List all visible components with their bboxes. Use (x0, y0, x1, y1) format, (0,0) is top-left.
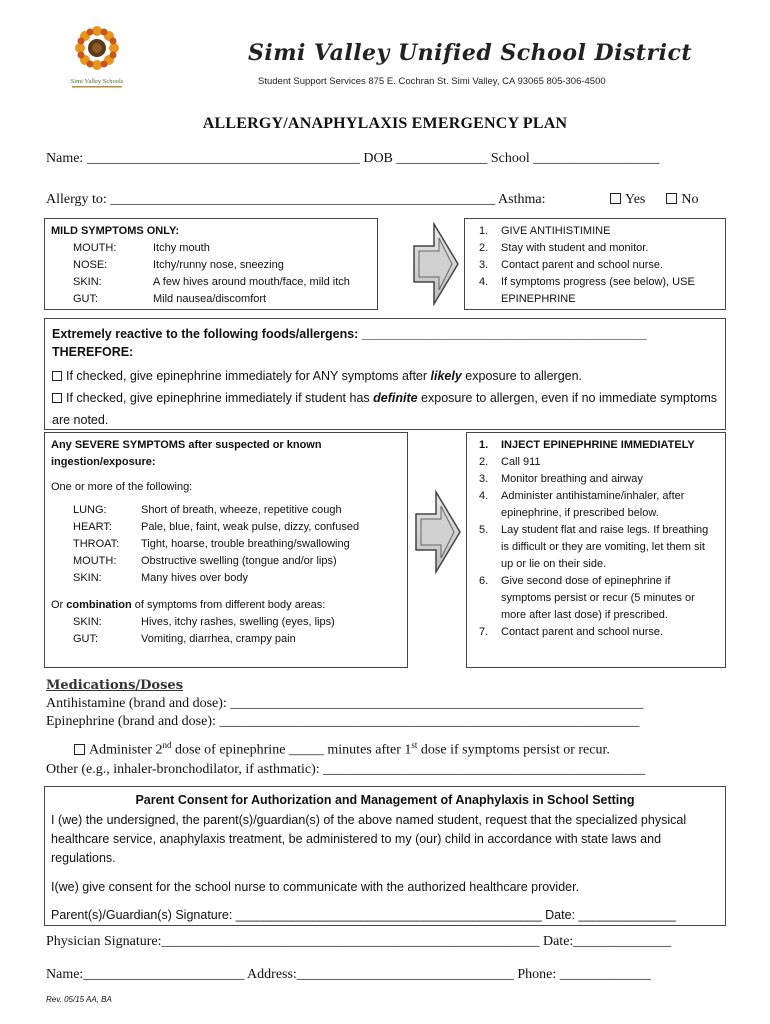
severe-symptom-label: SKIN: (73, 572, 102, 584)
consent-communicate: I(we) give consent for the school nurse to communicate with the authorized healthcare provider. (51, 880, 580, 894)
mild-symptom-text: Itchy mouth (153, 242, 210, 254)
combo-symptom-row (51, 631, 401, 648)
combo-symptom-label: SKIN: (73, 616, 102, 628)
severe-step-text: Monitor breathing and airway (501, 473, 643, 485)
asthma-no-checkbox[interactable] (666, 193, 677, 204)
severe-intro: One or more of the following: (51, 481, 193, 493)
likely-emphasis: likely (430, 369, 462, 383)
physician-name-address-phone[interactable]: Name:_______________________ Address:_______________________________ Phone: _____________ (46, 967, 651, 982)
mild-symptom-label: SKIN: (73, 276, 102, 288)
severe-step (479, 471, 717, 488)
mild-symptom-row (51, 257, 371, 274)
mild-symptom-row (51, 240, 371, 257)
severe-step-number: 7. (479, 626, 489, 638)
severe-step (479, 454, 717, 471)
severe-step-text: Call 911 (501, 456, 541, 468)
option-likely (52, 365, 718, 387)
severe-step-text: INJECT EPINEPHRINE IMMEDIATELY (501, 439, 695, 451)
page-title: ALLERGY/ANAPHYLAXIS EMERGENCY PLAN (202, 115, 568, 132)
asthma-yes-label: Yes (625, 192, 646, 207)
second-dose-sup2: st (411, 740, 418, 750)
severe-symptom-label: LUNG: (73, 504, 107, 516)
severe-step-text: Lay student flat and raise legs. If breathing is difficult or they are vomiting, let them sit up or lie on their side. (501, 524, 709, 570)
severe-symptom-text: Obstructive swelling (tongue and/or lips) (141, 555, 337, 567)
mild-step (479, 257, 717, 274)
severe-symptom-row (51, 553, 401, 570)
asthma-no-label: No (681, 192, 699, 207)
severe-symptom-text: Many hives over body (141, 572, 248, 584)
option-definite (52, 387, 718, 431)
combo-symptom-text: Vomiting, diarrhea, crampy pain (141, 633, 296, 645)
mild-step (479, 274, 717, 308)
mild-steps-box (464, 218, 726, 310)
severe-symptom-label: THROAT: (73, 538, 120, 550)
parent-consent-box (44, 786, 726, 926)
severe-steps-box (466, 432, 726, 668)
severe-symptom-text: Short of breath, wheeze, repetitive cough (141, 504, 342, 516)
arrow-right-icon (412, 222, 460, 306)
mild-step-text: Contact parent and school nurse. (501, 259, 664, 271)
school-label: School (490, 151, 530, 166)
likely-checkbox[interactable] (52, 371, 62, 381)
mild-symptom-label: MOUTH: (73, 242, 117, 254)
dob-field[interactable]: _____________ (396, 151, 488, 166)
severe-step-number: 1. (479, 439, 489, 451)
severe-symptoms-box (44, 432, 408, 668)
dob-label: DOB (363, 151, 393, 166)
reactive-box (44, 318, 726, 430)
severe-step-number: 4. (479, 490, 489, 502)
definite-text-pre: If checked, give epinephrine immediately if student has (66, 391, 374, 405)
combination-line (51, 597, 401, 614)
asthma-options (610, 192, 699, 208)
severe-heading: Any SEVERE SYMPTOMS after suspected or known ingestion/exposure: (51, 439, 322, 468)
other-meds-field[interactable]: Other (e.g., inhaler-bronchodilator, if asthmatic): ______________________________________________ (46, 762, 646, 777)
combo-symptom-row (51, 614, 401, 631)
district-address: Student Support Services 875 E. Cochran St. Simi Valley, CA 93065 805-306-4500 (258, 76, 606, 87)
second-dose-c: dose if symptoms persist or recur. (417, 742, 610, 758)
consent-paragraph: I (we) the undersigned, the parent(s)/guardian(s) of the above named student, request that the specialized physical healthcare service, anaphylaxis treatment, be administered to my (our) child in accordance with state laws and regulations. (51, 813, 687, 865)
combo-post: of symptoms from different body areas: (131, 599, 326, 611)
severe-symptom-text: Pale, blue, faint, weak pulse, dizzy, confused (141, 521, 360, 533)
mild-step-text: GIVE ANTIHISTIMINE (501, 225, 611, 237)
severe-symptom-label: MOUTH: (73, 555, 117, 567)
parent-signature-field[interactable]: Parent(s)/Guardian(s) Signature: ____________________________________________ Date: ______________ (51, 908, 676, 922)
name-label: Name: (46, 151, 84, 166)
mild-symptoms-box (44, 218, 378, 310)
severe-step (479, 437, 717, 454)
mild-symptom-text: Itchy/runny nose, sneezing (153, 259, 284, 271)
severe-symptom-text: Tight, hoarse, trouble breathing/swallowing (141, 538, 350, 550)
mild-step-number: 1. (479, 225, 489, 237)
therefore-label: THEREFORE: (52, 345, 134, 359)
mild-step-number: 4. (479, 276, 489, 288)
severe-symptom-row (51, 502, 401, 519)
mild-step-text: If symptoms progress (see below), USE EPINEPHRINE (501, 276, 695, 305)
mild-step (479, 223, 717, 240)
second-dose-sup: nd (162, 740, 172, 750)
logo-text: Simi Valley Schools (70, 78, 124, 85)
severe-step-text: Contact parent and school nurse. (501, 626, 664, 638)
mild-symptom-row (51, 274, 371, 291)
combo-symptom-text: Hives, itchy rashes, swelling (eyes, lips) (141, 616, 335, 628)
mild-step-number: 3. (479, 259, 489, 271)
severe-step-text: Administer antihistamine/inhaler, after epinephrine, if prescribed below. (501, 490, 685, 519)
name-dob-school-line (46, 151, 659, 167)
severe-step-text: Give second dose of epinephrine if symptoms persist or recur (5 minutes or more after last dose) if prescribed. (501, 575, 695, 621)
severe-symptom-label: HEART: (73, 521, 112, 533)
allergy-field[interactable]: _______________________________________________________ (110, 192, 496, 207)
antihistamine-field[interactable]: Antihistamine (brand and dose): ___________________________________________________________ (46, 696, 644, 711)
severe-symptom-row (51, 536, 401, 553)
physician-signature-field[interactable]: Physician Signature:______________________________________________________ Date:______________ (46, 934, 672, 949)
definite-text-post: exposure to allergen, even if no immediate symptoms are noted. (52, 391, 718, 427)
severe-step-number: 2. (479, 456, 489, 468)
combo-symptom-label: GUT: (73, 633, 99, 645)
allergy-label: Allergy to: (46, 192, 107, 207)
sunflower-logo-icon (62, 22, 132, 92)
mild-step-text: Stay with student and monitor. (501, 242, 649, 254)
likely-text-post: exposure to allergen. (461, 369, 583, 383)
epinephrine-field[interactable]: Epinephrine (brand and dose): ____________________________________________________________ (46, 714, 640, 729)
severe-step-number: 3. (479, 473, 489, 485)
school-field[interactable]: __________________ (533, 151, 660, 166)
second-dose-checkbox[interactable] (74, 744, 85, 755)
mild-symptom-label: GUT: (73, 293, 99, 305)
severe-symptom-row (51, 519, 401, 536)
definite-checkbox[interactable] (52, 393, 62, 403)
combo-pre: Or (51, 599, 67, 611)
severe-symptom-row (51, 570, 401, 587)
severe-step-number: 5. (479, 524, 489, 536)
mild-symptom-text: A few hives around mouth/face, mild itch (153, 276, 350, 288)
revision-note: Rev. 05/15 AA, BA (46, 995, 112, 1004)
asthma-yes-checkbox[interactable] (610, 193, 621, 204)
severe-step (479, 624, 717, 641)
consent-title: Parent Consent for Authorization and Management of Anaphylaxis in School Setting (135, 793, 635, 807)
district-logo (62, 22, 132, 92)
second-dose-a: Administer 2 (89, 742, 163, 758)
second-dose-line (74, 740, 610, 759)
severe-step (479, 573, 717, 624)
allergy-line (46, 192, 545, 208)
likely-text-pre: If checked, give epinephrine immediately for ANY symptoms after (66, 369, 431, 383)
mild-symptom-row (51, 291, 371, 308)
mild-symptom-text: Mild nausea/discomfort (153, 293, 267, 305)
mild-step (479, 240, 717, 257)
combo-bold: combination (66, 599, 132, 611)
second-dose-b[interactable]: dose of epinephrine _____ minutes after 1 (171, 742, 412, 758)
severe-step-number: 6. (479, 575, 489, 587)
severe-step (479, 488, 717, 522)
severe-step (479, 522, 717, 573)
reactive-foods-line[interactable]: Extremely reactive to the following foods/allergens: _________________________________________ (52, 327, 647, 341)
definite-emphasis: definite (373, 391, 418, 405)
mild-step-number: 2. (479, 242, 489, 254)
name-field[interactable]: _______________________________________ (86, 151, 360, 166)
mild-symptom-label: NOSE: (73, 259, 108, 271)
mild-heading: MILD SYMPTOMS ONLY: (51, 225, 180, 237)
medications-heading: Medications/Doses (46, 678, 184, 693)
asthma-label: Asthma: (498, 192, 546, 207)
district-title: Simi Valley Unified School District (248, 40, 693, 66)
arrow-right-icon (414, 490, 462, 574)
